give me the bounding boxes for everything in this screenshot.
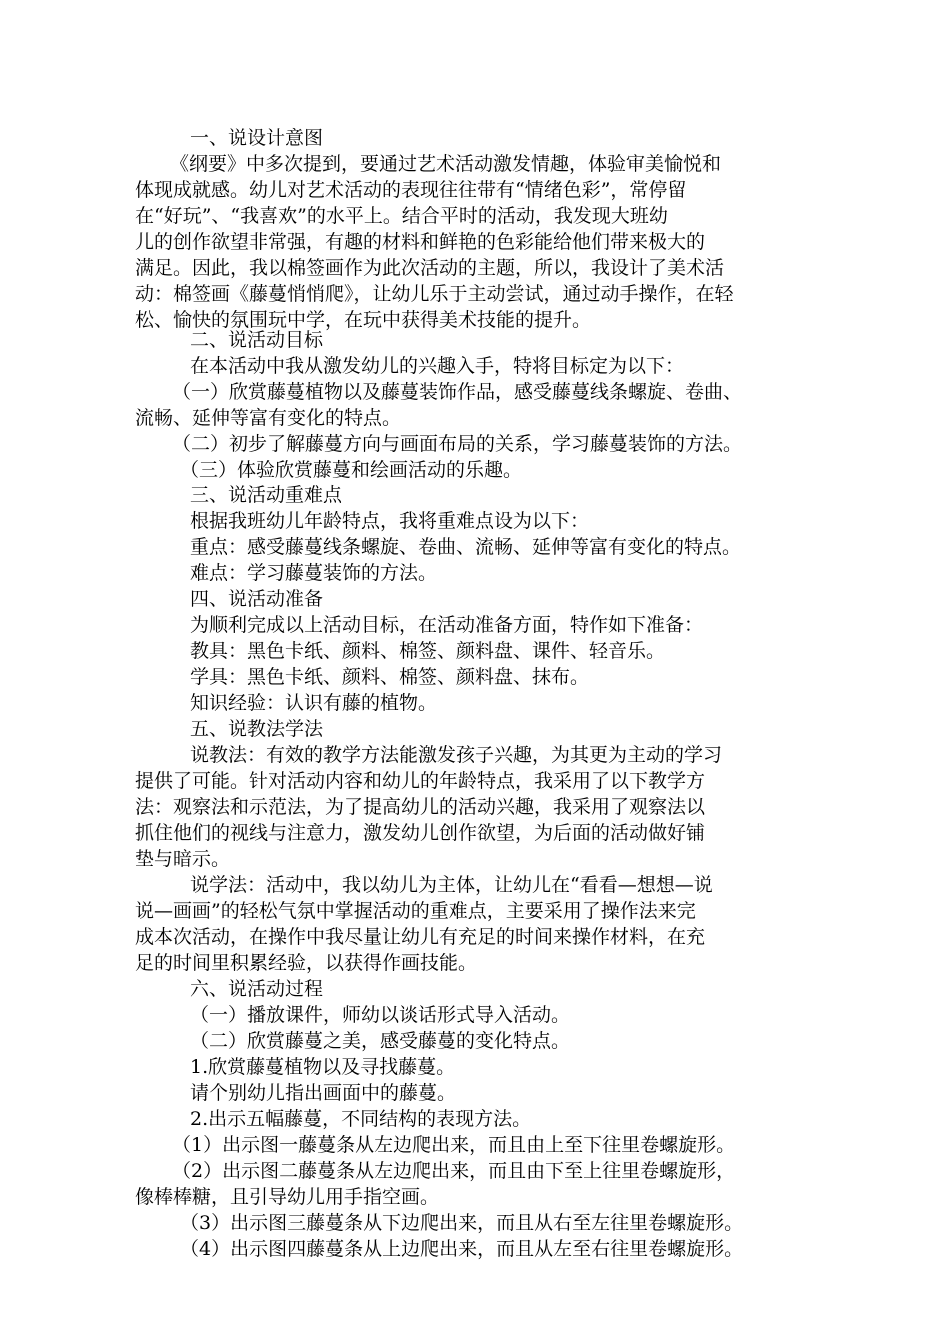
paragraph-line: 在“好玩”、“我喜欢”的水平上。结合平时的活动，我发现大班幼 — [135, 205, 668, 227]
figure-item-3: （3）出示图三藤蔓条从下边爬出来，而且从右至左往里卷螺旋形。 — [180, 1212, 744, 1234]
figure-item-2: （2）出示图二藤蔓条从左边爬出来，而且由下至上往里卷螺旋形， — [172, 1160, 736, 1182]
paragraph-line: 教具：黑色卡纸、颜料、棉签、颜料盘、课件、轻音乐。 — [190, 640, 666, 662]
goal-item-2: （二）初步了解藤蔓方向与画面布局的关系，学习藤蔓装饰的方法。 — [172, 433, 743, 455]
paragraph-line: 垫与暗示。 — [135, 848, 231, 870]
paragraph-line: 请个别幼儿指出画面中的藤蔓。 — [190, 1082, 457, 1104]
heading-teaching-methods: 五、说教法学法 — [190, 718, 324, 740]
paragraph-line: 在本活动中我从激发幼儿的兴趣入手，特将目标定为以下： — [190, 355, 685, 377]
paragraph-line: 足的时间里积累经验，以获得作画技能。 — [135, 952, 478, 974]
paragraph-line: 体现成就感。幼儿对艺术活动的表现往往带有“情绪色彩”，常停留 — [135, 179, 687, 201]
paragraph-line: 根据我班幼儿年龄特点，我将重难点设为以下： — [190, 510, 590, 532]
paragraph-line: 提供了可能。针对活动内容和幼儿的年龄特点，我采用了以下教学方 — [135, 770, 706, 792]
paragraph-line: 法：观察法和示范法，为了提高幼儿的活动兴趣，我采用了观察法以 — [135, 796, 706, 818]
paragraph-line: 松、愉快的氛围玩中学，在玩中获得美术技能的提升。 — [135, 309, 592, 331]
paragraph-line: 满足。因此，我以棉签画作为此次活动的主题，所以，我设计了美术活 — [135, 257, 725, 279]
paragraph-line: 像棒棒糖，且引导幼儿用手指空画。 — [135, 1186, 440, 1208]
figure-item-1: （1）出示图一藤蔓条从左边爬出来，而且由上至下往里卷螺旋形。 — [172, 1134, 736, 1156]
paragraph-line: 知识经验：认识有藤的植物。 — [190, 692, 438, 714]
goal-item-1: （一）欣赏藤蔓植物以及藤蔓装饰作品，感受藤蔓线条螺旋、卷曲、 — [172, 381, 743, 403]
figure-item-4: （4）出示图四藤蔓条从上边爬出来，而且从左至右往里卷螺旋形。 — [180, 1238, 744, 1260]
heading-key-points: 三、说活动重难点 — [190, 484, 343, 506]
heading-activity-process: 六、说活动过程 — [190, 978, 324, 1000]
goal-item-3: （三）体验欣赏藤蔓和绘画活动的乐趣。 — [180, 459, 523, 481]
process-substep: 2.出示五幅藤蔓，不同结构的表现方法。 — [190, 1108, 532, 1130]
paragraph-line: 难点：学习藤蔓装饰的方法。 — [190, 562, 438, 584]
process-step-2: （二）欣赏藤蔓之美，感受藤蔓的变化特点。 — [190, 1030, 571, 1052]
paragraph-line: 重点：感受藤蔓线条螺旋、卷曲、流畅、延伸等富有变化的特点。 — [190, 536, 742, 558]
paragraph-line: 为顺利完成以上活动目标，在活动准备方面，特作如下准备： — [190, 614, 704, 636]
paragraph-line: 动：棉签画《藤蔓悄悄爬》，让幼儿乐于主动尝试，通过动手操作，在轻 — [135, 283, 734, 305]
paragraph-line: 成本次活动，在操作中我尽量让幼儿有充足的时间来操作材料，在充 — [135, 926, 706, 948]
paragraph-line: 说—画画”的轻松气氛中掌握活动的重难点，主要采用了操作法来完 — [135, 900, 696, 922]
heading-design-intent: 一、说设计意图 — [190, 127, 324, 149]
paragraph-line: 儿的创作欲望非常强，有趣的材料和鲜艳的色彩能给他们带来极大的 — [135, 231, 706, 253]
process-step-1: （一）播放课件，师幼以谈话形式导入活动。 — [190, 1004, 571, 1026]
paragraph-line: 说教法：有效的教学方法能激发孩子兴趣，为其更为主动的学习 — [190, 744, 723, 766]
paragraph-line: 流畅、延伸等富有变化的特点。 — [135, 407, 402, 429]
paragraph-line: 学具：黑色卡纸、颜料、棉签、颜料盘、抹布。 — [190, 666, 590, 688]
process-substep: 1.欣赏藤蔓植物以及寻找藤蔓。 — [190, 1056, 456, 1078]
heading-activity-goals: 二、说活动目标 — [190, 329, 324, 351]
paragraph-line: 抓住他们的视线与注意力，激发幼儿创作欲望，为后面的活动做好铺 — [135, 822, 706, 844]
paragraph-line: 《纲要》中多次提到，要通过艺术活动激发情趣，体验审美愉悦和 — [170, 153, 722, 175]
paragraph-line: 说学法：活动中，我以幼儿为主体，让幼儿在“看看—想想—说 — [190, 874, 713, 896]
heading-preparation: 四、说活动准备 — [190, 588, 324, 610]
